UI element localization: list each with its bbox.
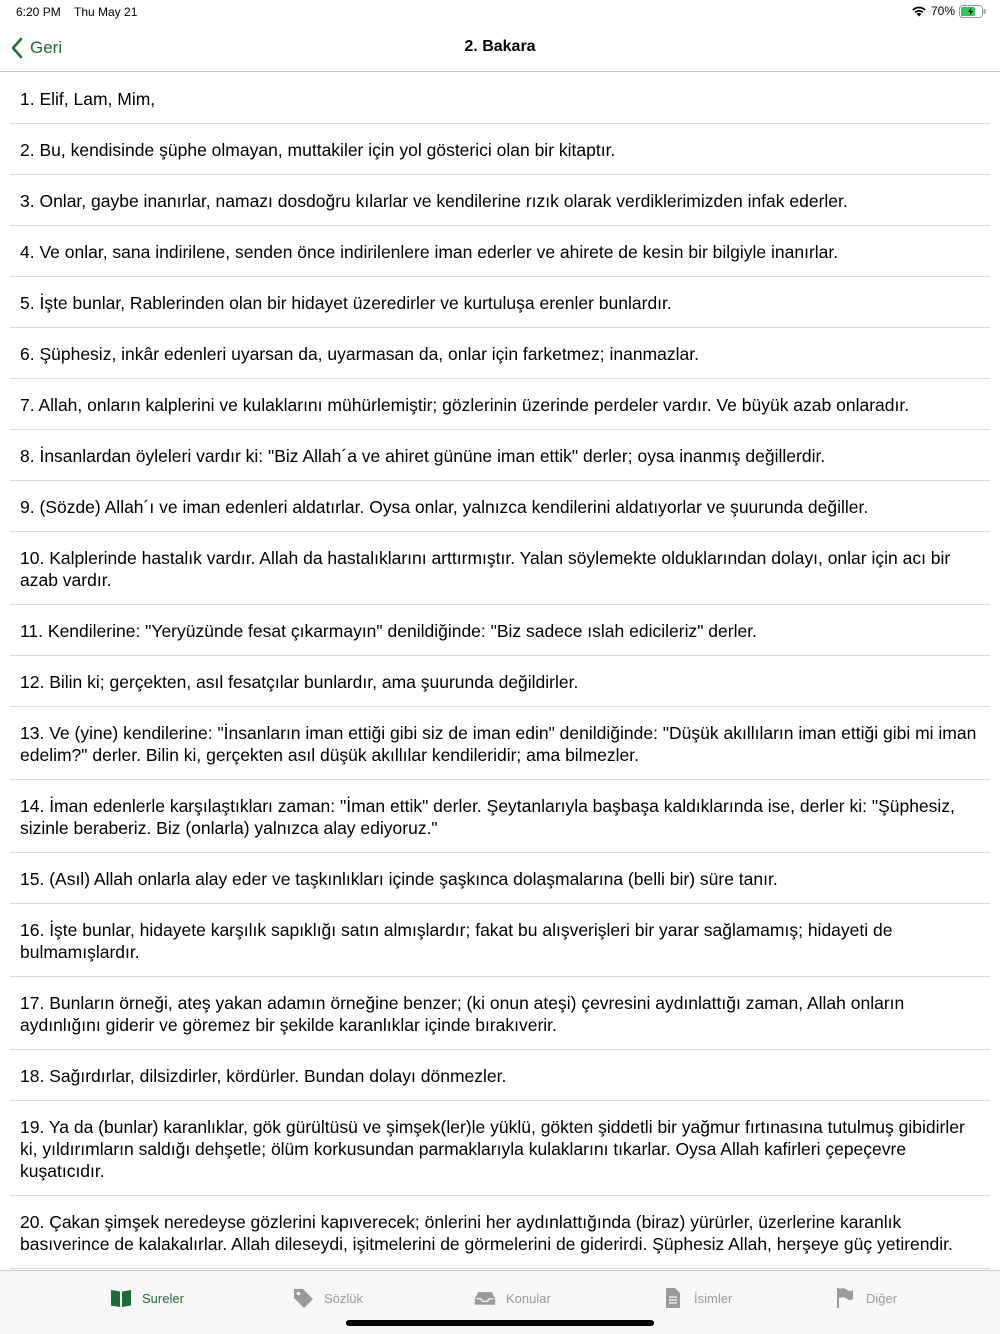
status-time: 6:20 PM [16, 5, 61, 19]
verse-row[interactable]: 10. Kalplerinde hastalık vardır. Allah da hastalıklarını arttırmıştır. Yalan söylemekte olduklarından dolayı, onlar için acı bir azab vardır. [0, 532, 1000, 605]
verse-list[interactable] [0, 73, 1000, 1270]
verse-row[interactable]: 7. Allah, onların kalplerini ve kulaklarını mühürlemiştir; gözlerinin üzerinde perdeler vardır. Ve büyük azab onlaradır. [0, 379, 1000, 430]
tab-label: Sözlük [324, 1290, 364, 1306]
verse-row[interactable]: 1. Elif, Lam, Mim, [0, 73, 1000, 124]
verse-row[interactable]: 11. Kendilerine: "Yeryüzünde fesat çıkarmayın" denildiğinde: "Biz sadece ıslah edicileriz" derler. [0, 605, 1000, 656]
verse-row[interactable]: 13. Ve (yine) kendilerine: "İnsanların iman ettiği gibi siz de iman edin" denildiğinde: "Düşük akıllıların iman ettiği gibi mi iman edelim?" derler. Bilin ki, gerçekten asıl düşük akıllılar kendileridir; ama bilmezler. [0, 707, 1000, 780]
page-title: 2. Bakara [464, 38, 536, 55]
book-icon [110, 1287, 132, 1309]
tab-label: İsimler [694, 1290, 733, 1306]
navigation-bar [0, 24, 1000, 72]
verse-row[interactable]: 19. Ya da (bunlar) karanlıklar, gök gürültüsü ve şimşek(ler)le yüklü, gökten şiddetli bir yağmur fırtınasına tutulmuş gibidirler ki, yıldırımların saldığı dehşetle; ölüm korkusundan parmaklarıyla kulaklarını tıkarlar. Oysa Allah kafirleri çepeçevre kuşatıcıdır. [0, 1101, 1000, 1196]
status-bar [0, 0, 1000, 24]
tab-label: Sureler [142, 1290, 184, 1306]
verse-row[interactable]: 5. İşte bunlar, Rablerinden olan bir hidayet üzeredirler ve kurtuluşa erenler bunlardır. [0, 277, 1000, 328]
verse-row[interactable]: 4. Ve onlar, sana indirilene, senden önce indirilenlere iman ederler ve ahirete de kesin bir bilgiyle inanırlar. [0, 226, 1000, 277]
verse-row[interactable]: 12. Bilin ki; gerçekten, asıl fesatçılar bunlardır, ama şuurunda değildirler. [0, 656, 1000, 707]
tab-label: Konular [506, 1290, 551, 1306]
battery-icon [959, 5, 986, 18]
verse-row[interactable]: 2. Bu, kendisinde şüphe olmayan, muttakiler için yol gösterici olan bir kitaptır. [0, 124, 1000, 175]
verse-row[interactable]: 18. Sağırdırlar, dilsizdirler, kördürler. Bundan dolayı dönmezler. [0, 1050, 1000, 1101]
verse-row[interactable]: 8. İnsanlardan öyleleri vardır ki: "Biz Allah´a ve ahiret gününe iman ettik" derler; oysa inanmış değillerdir. [0, 430, 1000, 481]
tab-sozluk[interactable] [292, 1285, 363, 1311]
verse-row[interactable]: 16. İşte bunlar, hidayete karşılık sapıklığı satın almışlardır; fakat bu alışverişleri bir yarar sağlamamış; hidayeti de bulmamışlardır. [0, 904, 1000, 977]
verse-row[interactable]: 6. Şüphesiz, inkâr edenleri uyarsan da, uyarmasan da, onlar için farketmez; inanmazlar. [0, 328, 1000, 379]
verse-row[interactable]: 3. Onlar, gaybe inanırlar, namazı dosdoğru kılarlar ve kendilerine rızık olarak verdiklerimizden infak ederler. [0, 175, 1000, 226]
inbox-icon [474, 1287, 496, 1309]
home-indicator [346, 1320, 654, 1326]
wifi-icon [911, 5, 927, 17]
verse-row[interactable]: 17. Bunların örneği, ateş yakan adamın örneğine benzer; (ki onun ateşi) çevresini aydınlattığı zaman, Allah onların aydınlığını giderir ve göremez bir şekilde karanlıklar içinde bırakıverir. [0, 977, 1000, 1050]
tab-label: Diğer [866, 1290, 898, 1306]
tab-konular[interactable] [474, 1285, 551, 1311]
tab-isimler[interactable] [662, 1285, 732, 1311]
verse-row[interactable]: 9. (Sözde) Allah´ı ve iman edenleri aldatırlar. Oysa onlar, yalnızca kendilerini aldatıyorlar ve şuurunda değiller. [0, 481, 1000, 532]
document-icon [662, 1287, 684, 1309]
tab-diger[interactable] [834, 1285, 897, 1311]
verse-row[interactable]: 15. (Asıl) Allah onlarla alay eder ve taşkınlıkları içinde şaşkınca dolaşmalarına (belli bir) süre tanır. [0, 853, 1000, 904]
flag-icon [834, 1287, 856, 1309]
battery-percent: 70% [930, 4, 955, 18]
status-indicators [911, 4, 986, 18]
tag-icon [292, 1287, 314, 1309]
verse-row[interactable]: 20. Çakan şimşek neredeyse gözlerini kapıverecek; önlerini her aydınlattığında (biraz) yürürler, üzerlerine karanlık basıverince de kalakalırlar. Allah dileseydi, işitmelerini de görmelerini de giderirdi. Şüphesiz Allah, herşeye güç yetirendir. [0, 1196, 1000, 1269]
status-date: Thu May 21 [74, 5, 138, 19]
back-label: Geri [30, 38, 63, 57]
tab-sureler[interactable] [110, 1285, 184, 1311]
verse-row[interactable]: 14. İman edenlerle karşılaştıkları zaman: "İman ettik" derler. Şeytanlarıyla başbaşa kaldıklarında ise, derler ki: "Şüphesiz, sizinle beraberiz. Biz (onlarla) yalnızca alay ediyoruz." [0, 780, 1000, 853]
